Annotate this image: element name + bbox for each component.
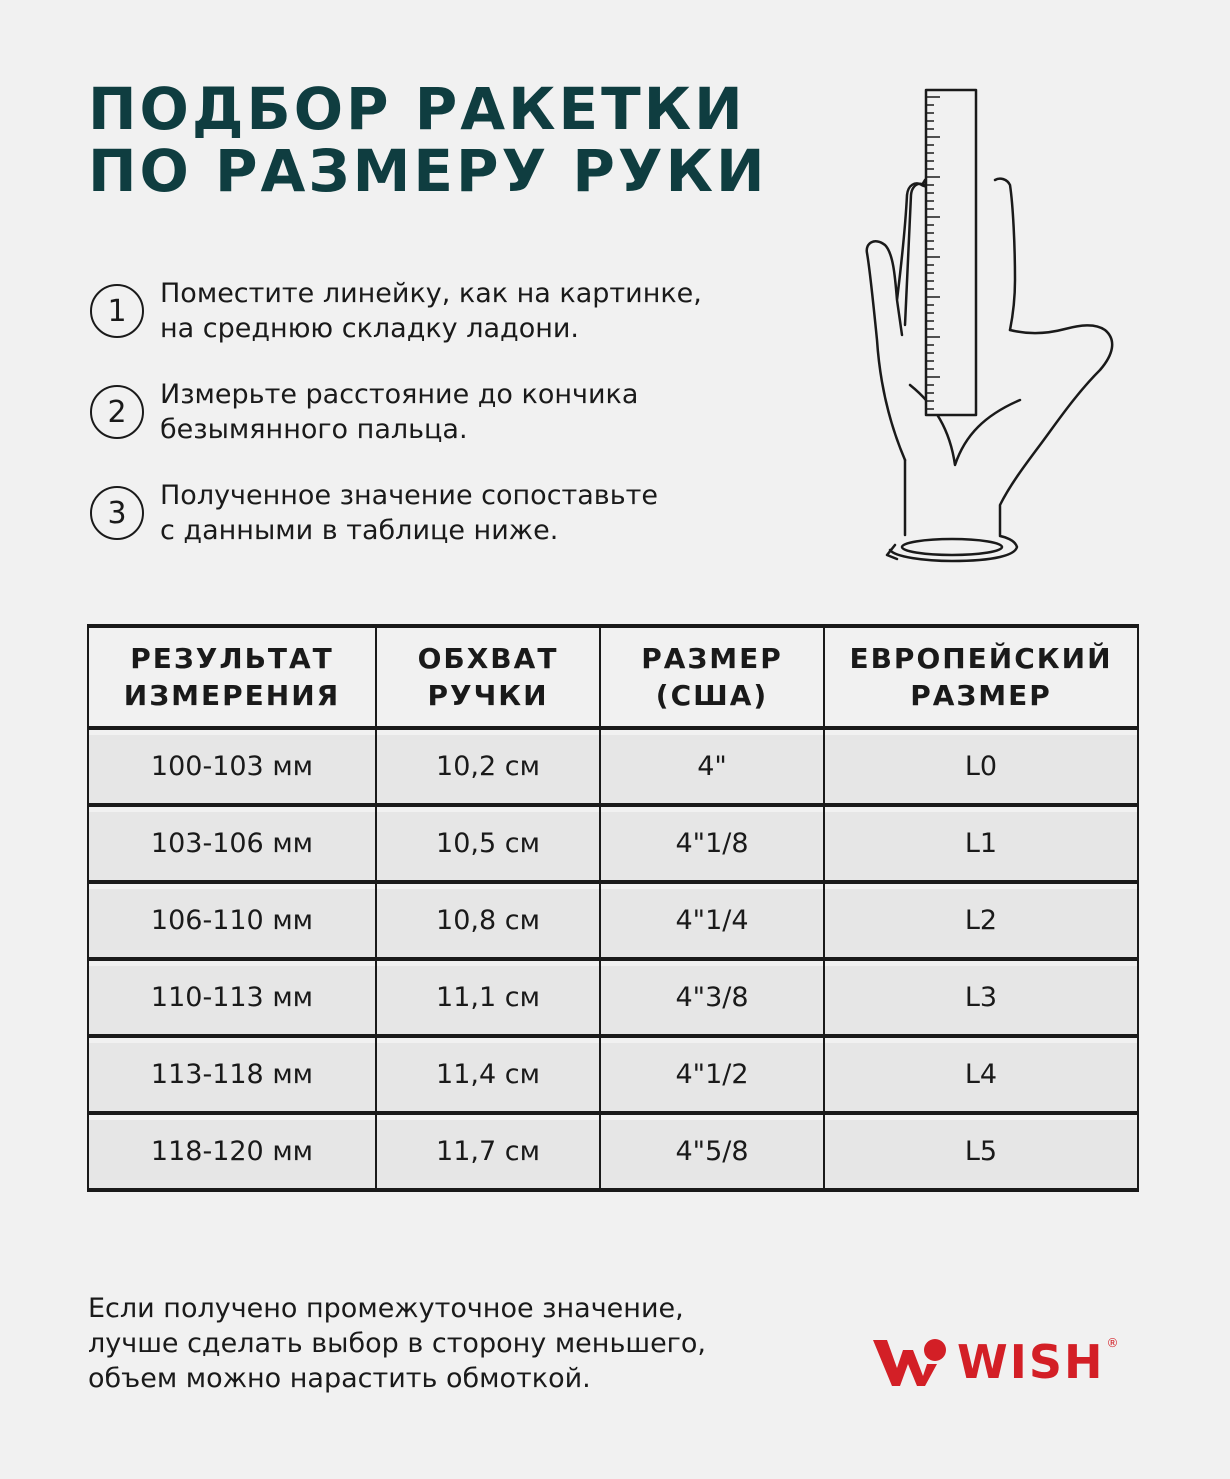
logo-text: WISH	[957, 1335, 1105, 1389]
cell-us-size: 4"1/4	[600, 882, 824, 959]
cell-us-size: 4"3/8	[600, 959, 824, 1036]
header-grip-line-2: РУЧКИ	[427, 679, 549, 712]
cell-grip: 11,1 см	[376, 959, 600, 1036]
step-text-1	[160, 276, 702, 346]
cell-measurement: 103-106 мм	[88, 805, 376, 882]
header-measurement-line-2: ИЗМЕРЕНИЯ	[123, 679, 341, 712]
cell-us-size: 4"	[600, 728, 824, 805]
cell-measurement: 110-113 мм	[88, 959, 376, 1036]
cell-measurement: 118-120 мм	[88, 1113, 376, 1190]
header-eu-size	[824, 626, 1138, 728]
title-line-2: ПО РАЗМЕРУ РУКИ	[88, 137, 768, 205]
step-3-line-1: Полученное значение сопоставьте	[160, 480, 658, 511]
cell-us-size: 4"1/8	[600, 805, 824, 882]
title-line-1: ПОДБОР РАКЕТКИ	[88, 75, 746, 143]
step-1-line-1: Поместите линейку, как на картинке,	[160, 278, 702, 309]
step-2-line-2: безымянного пальца.	[160, 414, 468, 445]
cell-measurement: 106-110 мм	[88, 882, 376, 959]
step-1-line-2: на среднюю складку ладони.	[160, 313, 580, 344]
step-text-3	[160, 478, 658, 548]
cell-eu-size: L1	[824, 805, 1138, 882]
cell-grip: 10,5 см	[376, 805, 600, 882]
step-3-line-2: с данными в таблице ниже.	[160, 515, 559, 546]
header-us-size-line-1: РАЗМЕР	[641, 642, 783, 675]
note-line-1: Если получено промежуточное значение,	[88, 1293, 684, 1324]
table-row	[88, 805, 1138, 882]
cell-eu-size: L3	[824, 959, 1138, 1036]
header-grip	[376, 626, 600, 728]
table-row	[88, 882, 1138, 959]
cell-measurement: 100-103 мм	[88, 728, 376, 805]
note-line-2: лучше сделать выбор в сторону меньшего,	[88, 1328, 706, 1359]
step-2	[90, 377, 638, 447]
hand-with-ruler-icon	[855, 85, 1125, 570]
step-number-1: 1	[90, 284, 144, 338]
header-us-size-line-2: (США)	[655, 679, 769, 712]
cell-us-size: 4"1/2	[600, 1036, 824, 1113]
cell-grip: 11,7 см	[376, 1113, 600, 1190]
logo-registered: ®	[1106, 1336, 1119, 1350]
table-header-row	[88, 626, 1138, 728]
size-table	[87, 624, 1139, 1192]
step-3	[90, 478, 658, 548]
header-us-size	[600, 626, 824, 728]
cell-eu-size: L4	[824, 1036, 1138, 1113]
note-line-3: объем можно нарастить обмоткой.	[88, 1363, 591, 1394]
step-text-2	[160, 377, 638, 447]
wish-logo	[873, 1336, 1118, 1388]
wish-logo-mark-icon	[873, 1336, 949, 1388]
table-row	[88, 728, 1138, 805]
table-row	[88, 959, 1138, 1036]
header-grip-line-1: ОБХВАТ	[417, 642, 559, 675]
table-row	[88, 1036, 1138, 1113]
cell-eu-size: L5	[824, 1113, 1138, 1190]
step-2-line-1: Измерьте расстояние до кончика	[160, 379, 639, 410]
cell-grip: 10,8 см	[376, 882, 600, 959]
step-1	[90, 276, 702, 346]
cell-eu-size: L0	[824, 728, 1138, 805]
cell-us-size: 4"5/8	[600, 1113, 824, 1190]
step-number-2: 2	[90, 385, 144, 439]
header-measurement	[88, 626, 376, 728]
header-eu-size-line-2: РАЗМЕР	[910, 679, 1052, 712]
header-measurement-line-1: РЕЗУЛЬТАТ	[130, 642, 334, 675]
cell-grip: 10,2 см	[376, 728, 600, 805]
step-number-3: 3	[90, 486, 144, 540]
header-eu-size-line-1: ЕВРОПЕЙСКИЙ	[849, 642, 1113, 675]
cell-measurement: 113-118 мм	[88, 1036, 376, 1113]
table-row	[88, 1113, 1138, 1190]
cell-grip: 11,4 см	[376, 1036, 600, 1113]
cell-eu-size: L2	[824, 882, 1138, 959]
page-title	[88, 75, 768, 205]
footer-note	[88, 1291, 706, 1396]
